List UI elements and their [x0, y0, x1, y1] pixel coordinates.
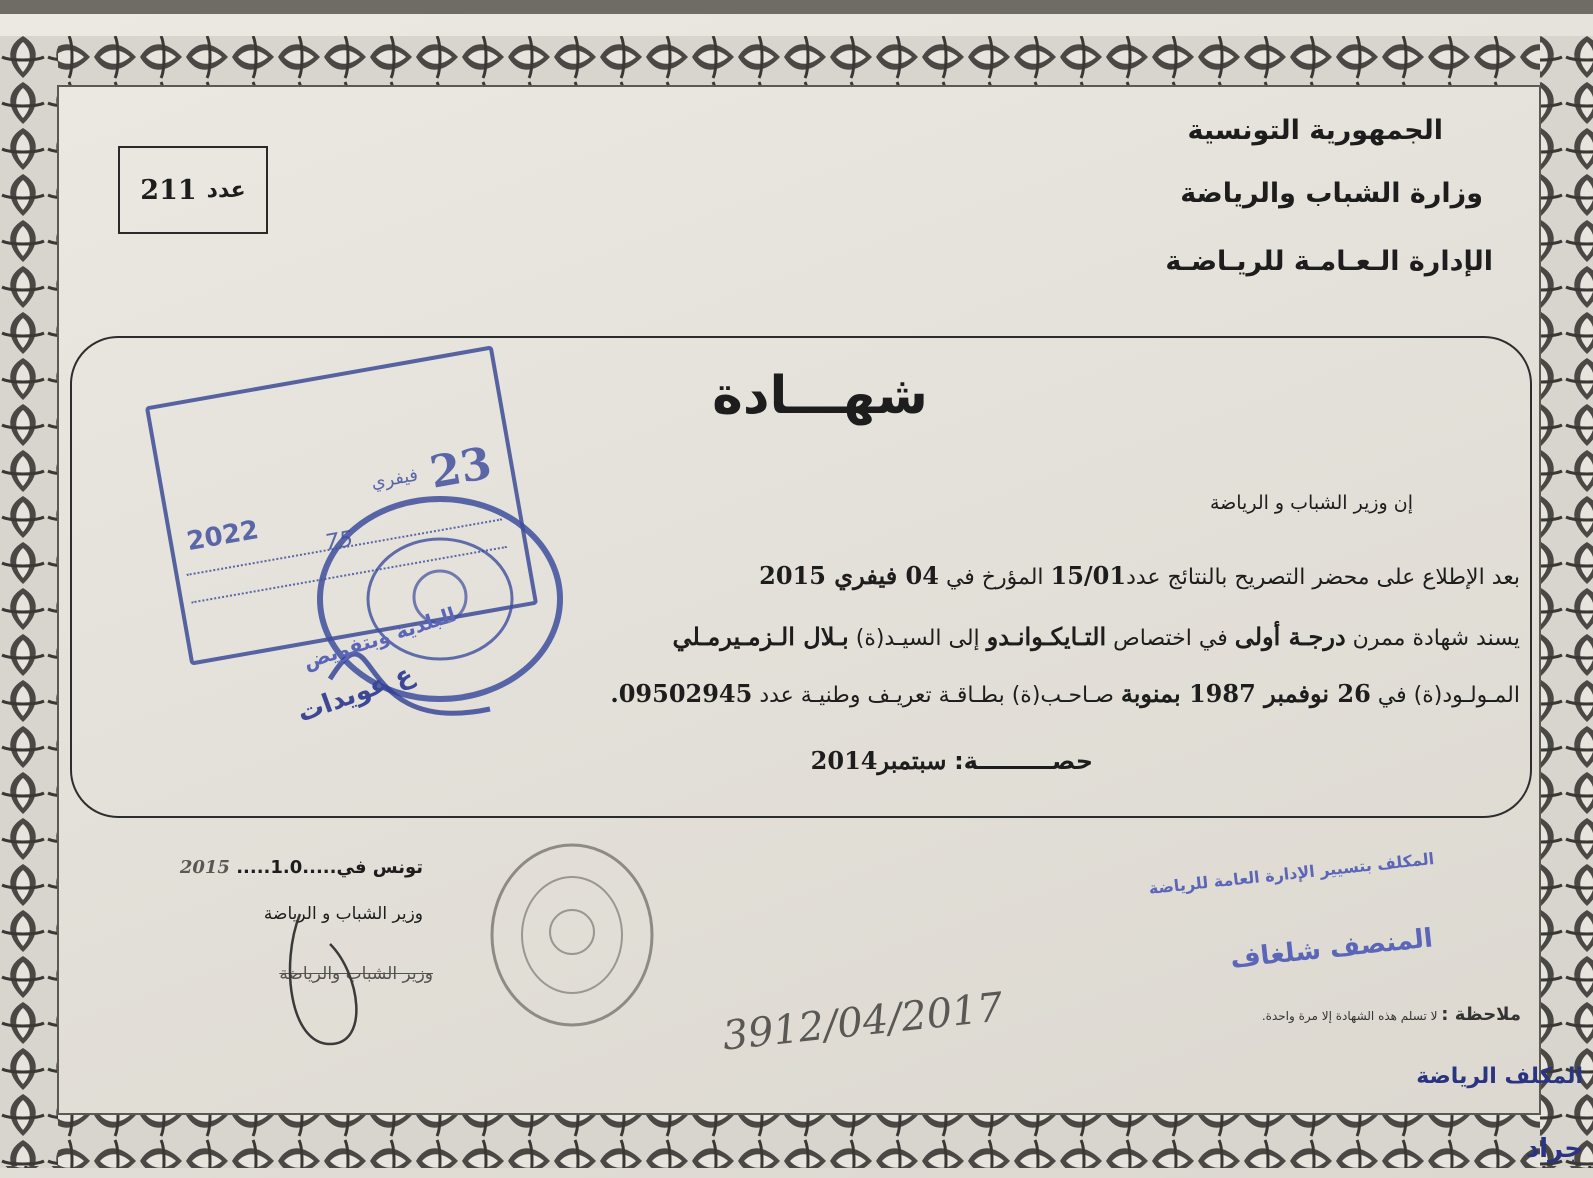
body-line-2: [672, 622, 1520, 651]
certificate-number-label: عدد: [206, 177, 246, 203]
session-value: سبتمبر2014: [810, 746, 947, 775]
birth-date: 26 نوفمبر 1987: [1188, 679, 1371, 708]
discipline: التـايكـوانـدو: [986, 622, 1107, 651]
line1-middle: المؤرخ في: [938, 565, 1051, 590]
line3-middle: صـاحـب(ة) بطـاقـة تعريـف وطنيـة عدد: [752, 683, 1121, 708]
note-text: لا تسلم هذه الشهادة إلا مرة واحدة.: [1261, 1009, 1438, 1023]
minister-signature: [270, 904, 380, 1054]
director-name: المنصف شلغاف: [1228, 923, 1435, 975]
body-line-1: [759, 561, 1520, 590]
line2-middle-2: إلى السيـد(ة): [848, 626, 987, 651]
header-ministry: وزارة الشباب والرياضة: [1180, 178, 1483, 209]
birth-place: بمنوبة: [1120, 679, 1189, 708]
record-date: 04 فيفري 2015: [759, 561, 939, 590]
certificate-number: 211: [140, 174, 197, 206]
line2-middle: في اختصاص: [1106, 626, 1235, 651]
stamp-municipality: ع عويدات: [293, 659, 418, 729]
place-date: [180, 857, 423, 878]
minister-stamp-crossed: وزير الشباب والرياضة: [279, 964, 433, 984]
session-line: [811, 746, 1093, 775]
line2-prefix: يسند شهادة ممرن: [1345, 626, 1520, 651]
line3-prefix: المـولـود(ة) في: [1370, 683, 1520, 708]
degree: درجـة أولى: [1234, 622, 1346, 651]
ministry-round-seal: [487, 840, 657, 1030]
note-label: ملاحظة :: [1441, 1004, 1521, 1025]
director-title: المكلف بتسيير الإدارة العامة للرياضة: [1147, 849, 1436, 898]
body-line-3: [610, 679, 1520, 708]
place-date-text: تونس في.....1.0.....: [236, 857, 423, 878]
place-date-hand: 2015: [179, 857, 230, 878]
note: [1262, 1004, 1521, 1025]
holder-name: بـلال الـزمـيرمـلي: [672, 622, 849, 651]
record-number: 15/01: [1050, 561, 1127, 590]
signed-by-name: جراد: [1525, 1134, 1583, 1164]
stamp-day: 23: [426, 437, 496, 499]
preamble: إن وزير الشباب و الرياضة: [1209, 492, 1413, 514]
minister-title: وزير الشباب و الرياضة: [263, 904, 423, 924]
id-number: 09502945.: [610, 679, 753, 708]
session-label: حصـــــــــة:: [954, 747, 1093, 775]
certificate-number-box: [118, 146, 268, 234]
stamp-month: فيفري: [369, 464, 420, 494]
line1-prefix: بعد الإطلاع على محضر التصريح بالنتائج عدد: [1126, 565, 1520, 590]
stamp-year: 2022: [184, 515, 261, 558]
header-republic: الجمهورية التونسية: [1187, 115, 1443, 146]
stamp-seal-text: البلدية وبتفويض: [300, 602, 459, 674]
stamp-number: 75: [323, 526, 356, 557]
handwritten-date: 3912/04/2017: [720, 984, 1006, 1060]
blue-round-seal: [290, 479, 590, 719]
header-directorate: الإدارة الـعـامـة للريـاضـة: [1165, 246, 1493, 277]
certificate-title: شهـــادة: [712, 366, 928, 426]
certificate-sheet: [0, 14, 1593, 1178]
signed-by-title: المكلف الرياضة: [1416, 1064, 1583, 1089]
